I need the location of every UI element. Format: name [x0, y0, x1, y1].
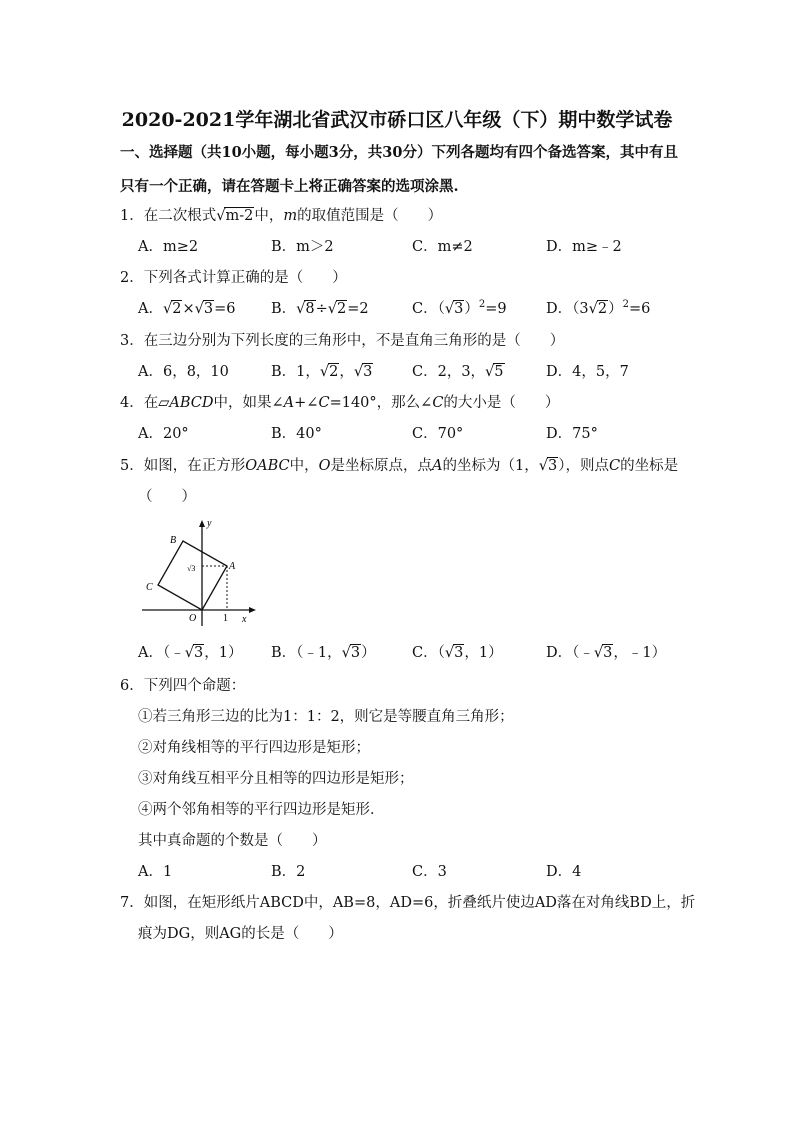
- operator: ×: [182, 301, 195, 317]
- q3-option-b-label: B．1，: [271, 364, 320, 380]
- radicand: 3: [350, 645, 361, 661]
- q1-option-a: A．m≥2: [138, 239, 199, 255]
- q5-var: A: [432, 458, 443, 474]
- q3-option-b: [271, 362, 373, 382]
- q3-option-c: [412, 362, 505, 382]
- q4-option-b: B．40°: [271, 426, 322, 442]
- radical-sign: √: [353, 364, 364, 380]
- radicand: 3: [547, 458, 558, 474]
- q2-option-c: [412, 299, 507, 319]
- radicand: 2: [597, 301, 608, 317]
- q5-text: 的坐标为（1，: [442, 458, 539, 474]
- label-o: O: [189, 613, 197, 624]
- radicand: 3: [454, 645, 464, 661]
- q4-var: C: [432, 395, 444, 411]
- q6-stem: 6．下列四个命题：: [120, 678, 246, 694]
- q6-proposition-2: ②对角线相等的平行四边形是矩形；: [138, 740, 370, 756]
- radical-sign: √: [341, 645, 351, 661]
- paren-close: ）: [608, 301, 623, 317]
- q6-option-b: B．2: [271, 864, 306, 880]
- label-a: A: [229, 561, 236, 572]
- q4-var: C: [318, 395, 330, 411]
- q2-option-c-label: C．（: [412, 301, 445, 317]
- radicand: 8: [305, 301, 315, 317]
- radical-sign: √: [296, 301, 306, 317]
- radicand: 5: [494, 364, 504, 380]
- radical-sign: √: [184, 645, 194, 661]
- result: =9: [485, 301, 507, 317]
- radical-sign: √: [593, 645, 604, 661]
- q5-stem: [120, 456, 678, 476]
- x-axis-arrow: [249, 607, 256, 613]
- q2-option-b: [271, 299, 369, 319]
- label-b: B: [170, 535, 177, 546]
- radical-sign: √: [485, 364, 495, 380]
- q6-proposition-3: ③对角线互相平分且相等的四边形是矩形；: [138, 771, 414, 787]
- page-title: 2020-2021学年湖北省武汉市硚口区八年级（下）期中数学试卷: [121, 109, 673, 131]
- radicand: 3: [454, 301, 464, 317]
- radicand: 3: [203, 301, 214, 317]
- q5-text: 中，: [289, 458, 319, 474]
- q6-proposition-4: ④两个邻角相等的平行四边形是矩形．: [138, 802, 385, 818]
- q5-var: O: [318, 458, 331, 474]
- radical-sign: √: [538, 458, 548, 474]
- q1-stem: [120, 206, 442, 226]
- q4-text: +∠: [294, 395, 319, 411]
- q4-text: 中，如果∠: [213, 395, 284, 411]
- radicand: 3: [193, 645, 204, 661]
- paren-close: ）: [464, 301, 479, 317]
- radical-sign: √: [194, 301, 204, 317]
- radical-sign: √: [444, 645, 455, 661]
- q5-coordinate-figure: [138, 514, 268, 628]
- q1-option-d: D．m≥﹣2: [546, 239, 622, 255]
- radical-sign: √: [319, 364, 330, 380]
- radical-sign: √: [162, 301, 173, 317]
- q5-option-b-end: ）: [361, 645, 376, 661]
- result: =6: [628, 301, 651, 317]
- q5-option-d-label: D．（﹣: [546, 645, 594, 661]
- result: =6: [214, 301, 236, 317]
- q5-answer-blank: （ ）: [138, 489, 196, 505]
- q1-stem-text-b: 中，: [254, 208, 284, 224]
- q5-option-d: [546, 643, 666, 663]
- label-sqrt3: √3: [187, 564, 196, 573]
- q1-option-b: B．m＞2: [271, 239, 334, 255]
- radical-sign: √: [216, 208, 226, 224]
- radicand: 2: [172, 301, 182, 317]
- result: =2: [347, 301, 369, 317]
- q5-option-a-end: ，1）: [204, 645, 243, 661]
- q6-proposition-1: ①若三角形三边的比为1：1：2，则它是等腰直角三角形；: [138, 709, 514, 725]
- q3-option-c-label: C．2，3，: [412, 364, 486, 380]
- label-one: 1: [223, 613, 228, 624]
- q3-stem: 3．在三边分别为下列长度的三角形中，不是直角三角形的是（ ）: [120, 333, 565, 349]
- exponent: 2: [478, 299, 486, 310]
- q2-option-b-label: B．: [271, 301, 297, 317]
- label-y: y: [207, 518, 212, 529]
- radicand: 3: [603, 645, 613, 661]
- q7-stem-line1: 7．如图，在矩形纸片ABCD中，AB=8，AD=6，折叠纸片使边AD落在对角线BD上，折: [120, 895, 696, 911]
- q2-option-d-label: D．（3: [546, 301, 589, 317]
- radicand: 3: [363, 364, 373, 380]
- q3-option-d: D．4，5，7: [546, 364, 629, 380]
- q4-option-c: C．70°: [412, 426, 464, 442]
- q5-option-b-label: B．（﹣1，: [271, 645, 342, 661]
- radicand: 2: [329, 364, 339, 380]
- radical-sign: √: [588, 301, 598, 317]
- q4-option-a: A．20°: [138, 426, 189, 442]
- q5-option-c-label: C．（: [412, 645, 445, 661]
- q4-text: 的大小是（ ）: [443, 395, 560, 411]
- q2-option-a: [138, 299, 235, 319]
- q2-stem: 2．下列各式计算正确的是（ ）: [120, 270, 347, 286]
- q4-text: =140°，那么∠: [329, 395, 433, 411]
- q1-variable: m: [283, 208, 298, 224]
- q4-option-d: D．75°: [546, 426, 598, 442]
- q5-option-a-label: A．（﹣: [138, 645, 185, 661]
- label-x: x: [242, 614, 247, 625]
- q4-var: ABCD: [169, 395, 214, 411]
- q5-var: OABC: [245, 458, 290, 474]
- q5-option-c: [412, 643, 503, 663]
- operator: ÷: [315, 301, 328, 317]
- separator: ，: [339, 364, 354, 380]
- section-heading-line2: 只有一个正确，请在答题卡上将正确答案的选项涂黑.: [120, 178, 459, 195]
- q6-option-c: C．3: [412, 864, 447, 880]
- q5-text: 5．如图，在正方形: [120, 458, 246, 474]
- q5-text: 是坐标原点，点: [330, 458, 433, 474]
- section-heading-line1: 一、选择题（共10小题，每小题3分，共30分）下列各题均有四个备选答案，其中有且: [120, 144, 678, 161]
- q4-text: 4．在▱: [120, 395, 170, 411]
- q3-option-a: A．6，8，10: [138, 364, 229, 380]
- exponent: 2: [622, 299, 629, 310]
- q2-option-d: [546, 299, 650, 319]
- q5-option-a: [138, 643, 242, 663]
- q5-text: 的坐标是: [620, 458, 679, 474]
- radicand: 2: [337, 301, 347, 317]
- q4-var: A: [283, 395, 295, 411]
- square-oabc: [158, 541, 227, 610]
- q5-option-b: [271, 643, 376, 663]
- q1-stem-text-c: 的取值范围是（ ）: [297, 208, 443, 224]
- q2-option-a-label: A．: [138, 301, 163, 317]
- radical-sign: √: [444, 301, 455, 317]
- q1-radicand: m-2: [225, 208, 254, 224]
- q6-option-d: D．4: [546, 864, 582, 880]
- q5-option-d-end: ，﹣1）: [613, 645, 667, 661]
- q6-question: 其中真命题的个数是（ ）: [138, 833, 327, 849]
- label-c: C: [146, 582, 153, 593]
- q1-stem-text-a: 1．在二次根式: [120, 208, 217, 224]
- q7-stem-line2: 痕为DG，则AG的长是（ ）: [138, 926, 343, 942]
- q1-option-c: C．m≠2: [412, 239, 473, 255]
- q5-option-c-end: ，1）: [464, 645, 503, 661]
- q6-option-a: A．1: [138, 864, 173, 880]
- radical-sign: √: [327, 301, 338, 317]
- q5-text: ），则点: [558, 458, 609, 474]
- q5-var: C: [608, 458, 621, 474]
- q4-stem: [120, 393, 559, 413]
- y-axis-arrow: [199, 520, 205, 527]
